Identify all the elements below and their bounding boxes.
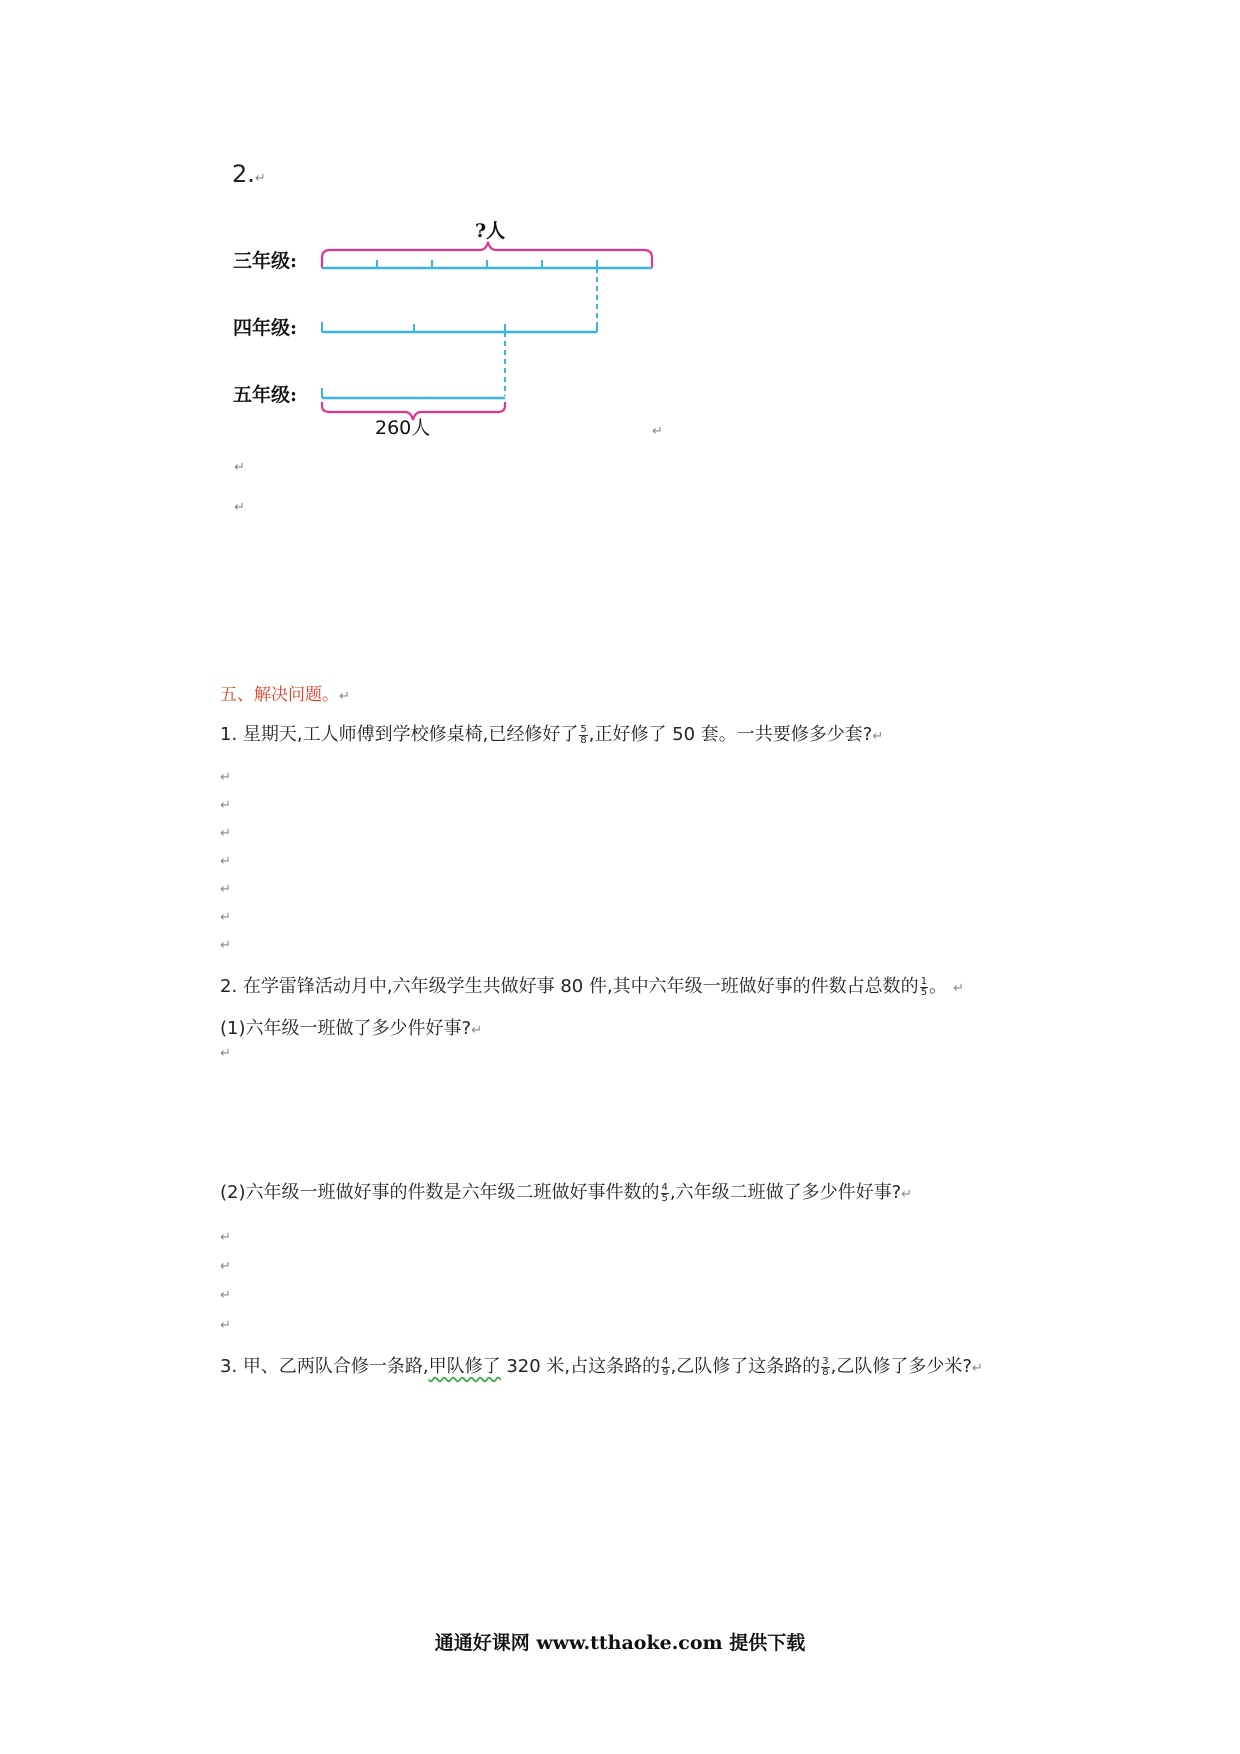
return-mark: ↵: [471, 1023, 482, 1038]
return-mark: ↵: [971, 1361, 983, 1376]
footer-credit: 通通好课网 www.tthaoke.com 提供下载: [434, 1632, 806, 1654]
q3-frac1-num: 4: [662, 1355, 669, 1367]
grade3-label: 三年级:: [233, 250, 298, 272]
return-mark: ↵: [220, 1046, 231, 1061]
q1-frac-num: 5: [580, 723, 587, 735]
q3-text-c: ,乙队修了这条路的: [670, 1356, 821, 1377]
q2-text-before: 2. 在学雷锋活动月中,六年级学生共做好事 80 件,其中六年级一班做好事的件数占总数的: [220, 976, 919, 997]
grade4-label: 四年级:: [233, 317, 298, 339]
return-mark: ↵: [220, 826, 231, 841]
section-number-text: 2.: [232, 160, 255, 188]
return-mark: ↵: [220, 770, 231, 785]
return-mark: ↵: [234, 500, 245, 515]
return-mark: ↵: [220, 798, 231, 813]
section5-heading-text: 五、解决问题。: [220, 685, 339, 705]
diagram-svg: [0, 0, 1240, 480]
return-mark: ↵: [254, 171, 266, 186]
return-mark: ↵: [234, 460, 245, 475]
q1-frac-den: 8: [580, 734, 587, 746]
return-mark: ↵: [901, 1187, 913, 1202]
q2-sub2-frac-num: 4: [661, 1181, 668, 1193]
q3-text-a: 3. 甲、乙两队合修一条路,: [220, 1356, 429, 1377]
q2-fraction: [920, 977, 928, 998]
q1-text-after: ,正好修了 50 套。一共要修多少套?: [588, 724, 873, 745]
q3-fraction-2: [821, 1357, 829, 1378]
q2-frac-num: 1: [920, 975, 928, 987]
return-mark: ↵: [220, 1259, 231, 1274]
return-mark: ↵: [220, 1318, 231, 1333]
question-2: [220, 972, 964, 998]
return-mark: ↵: [220, 882, 231, 897]
q2-sub1-text: (1)六年级一班做了多少件好事?: [220, 1018, 472, 1039]
q2-frac-den: 5: [920, 986, 928, 998]
return-mark: ↵: [220, 854, 231, 869]
return-mark: ↵: [220, 1288, 231, 1303]
q2-sub2-text-after: ,六年级二班做了多少件好事?: [669, 1182, 902, 1203]
known-total-label: 260人: [375, 417, 431, 439]
unknown-total-label: ?人: [475, 220, 506, 242]
question-1: [220, 720, 883, 746]
return-mark: ↵: [953, 981, 964, 996]
question-3: [220, 1352, 983, 1378]
question-2-part-1: [220, 1014, 482, 1040]
q2-sub2-text-before: (2)六年级一班做好事的件数是六年级二班做好事件数的: [220, 1182, 660, 1203]
q2-sub2-fraction: [661, 1183, 669, 1204]
return-mark: ↵: [220, 910, 231, 925]
q2-text-after: 。: [929, 976, 948, 997]
return-mark: ↵: [652, 424, 663, 439]
q3-text-d: ,乙队修了多少米?: [830, 1356, 972, 1377]
return-mark: ↵: [220, 938, 231, 953]
question-2-part-2: [220, 1178, 912, 1204]
q3-frac2-num: 3: [822, 1355, 829, 1367]
q1-text-before: 1. 星期天,工人师傅到学校修桌椅,已经修好了: [220, 724, 579, 745]
q2-sub2-frac-den: 5: [661, 1192, 668, 1204]
q1-fraction: [579, 725, 587, 746]
grade5-label: 五年级:: [233, 384, 298, 406]
return-mark: ↵: [339, 689, 350, 704]
grade5-brace: [322, 402, 505, 420]
return-mark: ↵: [220, 1230, 231, 1245]
q3-fraction-1: [661, 1357, 669, 1378]
q3-frac2-den: 8: [822, 1366, 829, 1378]
q3-text-b: 320 米,占这条路的: [500, 1356, 661, 1377]
q3-wavy-text: 甲队修了: [428, 1356, 501, 1377]
section5-heading: [220, 680, 350, 705]
q3-frac1-den: 9: [662, 1366, 669, 1378]
return-mark: ↵: [872, 729, 884, 744]
